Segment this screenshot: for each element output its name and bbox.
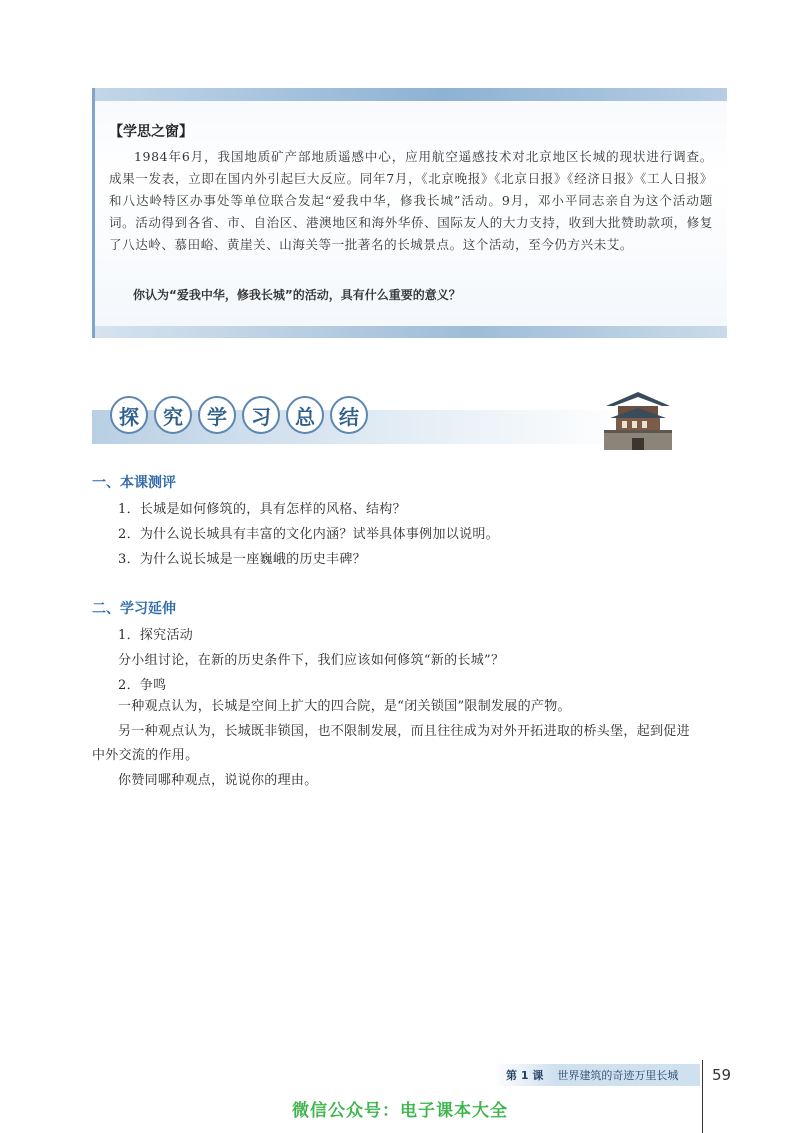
banner-char: 总 bbox=[286, 396, 324, 434]
pavilion-tower-icon bbox=[596, 388, 680, 452]
box-top-strip bbox=[95, 88, 727, 101]
subheading-debate: 2．争鸣 bbox=[118, 678, 167, 693]
question-item: 2．为什么说长城具有丰富的文化内涵？试举具体事例加以说明。 bbox=[118, 527, 499, 542]
page-number: 59 bbox=[712, 1066, 732, 1084]
subheading-activity: 1．探究活动 bbox=[118, 628, 194, 643]
banner-char: 结 bbox=[330, 396, 368, 434]
banner-char: 学 bbox=[198, 396, 236, 434]
activity-text: 分小组讨论，在新的历史条件下，我们应该如何修筑“新的长城”？ bbox=[118, 653, 505, 668]
box-question: 你认为“爱我中华，修我长城”的活动，具有什么重要的意义？ bbox=[133, 288, 461, 302]
discussion-prompt: 你赞同哪种观点，说说你的理由。 bbox=[118, 773, 318, 788]
lesson-number: 第 1 课 bbox=[506, 1069, 544, 1082]
banner-char: 探 bbox=[110, 396, 148, 434]
banner-char: 习 bbox=[242, 396, 280, 434]
box-body: 1984年6月，我国地质矿产部地质遥感中心，应用航空遥感技术对北京地区长城的现状进行调查。成果一发表，立即在国内外引起巨大反应。同年7月，《北京晚报》《北京日报》《经济日报》《工人日报》和八达岭特区办事处等单位联合发起“爱我中华，修我长城”活动。9月，邓小平同志亲自为这个活动题词。活动得到各省、市、自治区、港澳地区和海外华侨、国际友人的大力支持，收到大批赞助款项，修复了八达岭、慕田峪、黄崖关、山海关等一批著名的长城景点。这个活动，至今仍方兴未艾。 bbox=[109, 149, 713, 252]
section-heading-assessment: 一、本课测评 bbox=[92, 475, 176, 491]
viewpoint-two-line1: 另一种观点认为，长城既非锁国，也不限制发展，而且往往成为对外开拓进取的桥头堡，起到促进 bbox=[118, 724, 690, 739]
question-item: 3．为什么说长城是一座巍峨的历史丰碑？ bbox=[118, 552, 366, 567]
watermark-text: 微信公众号：电子课本大全 bbox=[292, 1101, 508, 1121]
section-banner bbox=[92, 388, 724, 454]
think-window-box bbox=[92, 88, 727, 338]
banner-title bbox=[110, 396, 368, 434]
section-heading-extension: 二、学习延伸 bbox=[92, 601, 176, 617]
viewpoint-two-line2: 中外交流的作用。 bbox=[92, 748, 199, 763]
question-item: 1．长城是如何修筑的，具有怎样的风格、结构？ bbox=[118, 502, 406, 517]
banner-char: 究 bbox=[154, 396, 192, 434]
lesson-title: 世界建筑的奇迹万里长城 bbox=[557, 1069, 679, 1082]
box-bottom-strip bbox=[95, 326, 727, 338]
box-title: 【学思之窗】 bbox=[109, 124, 193, 140]
viewpoint-one: 一种观点认为，长城是空间上扩大的四合院，是“闭关锁国”限制发展的产物。 bbox=[118, 699, 571, 714]
running-footer bbox=[494, 1064, 700, 1086]
